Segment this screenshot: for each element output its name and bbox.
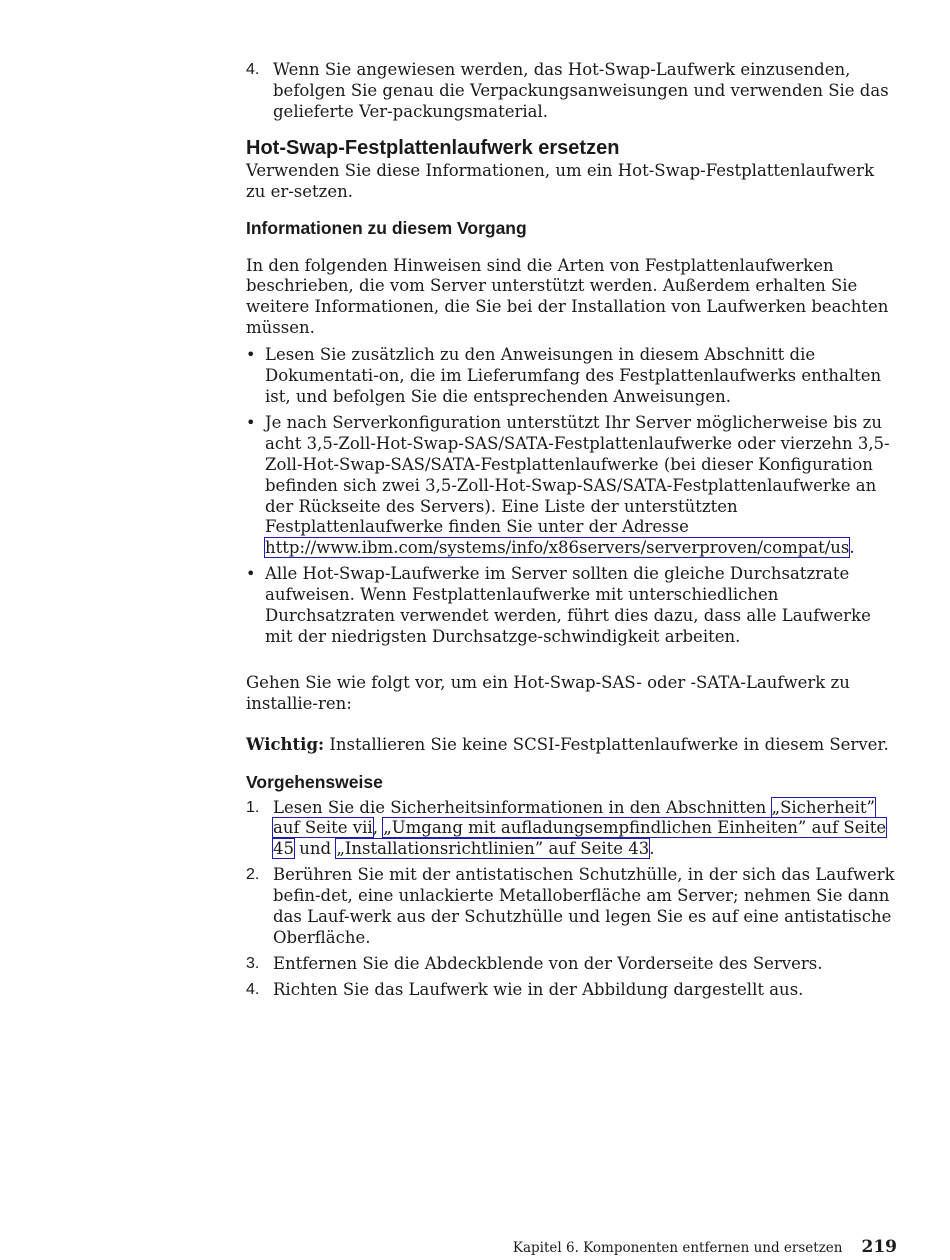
bullet-text-end: .: [849, 538, 855, 558]
step-item: [246, 798, 898, 861]
bullet-item: [246, 564, 898, 648]
step-number: 2.: [246, 866, 260, 884]
spacer: [246, 653, 898, 673]
step-number: 1.: [246, 798, 260, 816]
step-and: und: [299, 839, 332, 859]
bullet-dot: •: [246, 412, 256, 432]
bullet-text-part: Je nach Serverkonfiguration unterstützt Ihr Server möglicherweise bis zu acht 3,5-Zoll-Hot-Swap-SAS/SATA-Festplattenlaufwerke oder vierzehn 3,5-Zoll-Hot-Swap-SAS/SATA-Festplattenlaufwerke (bei dieser Konfiguration befinden sich zwei 3,5-Zoll-Hot-Swap-SAS/SATA-Festplattenlaufwerke an der Rückseite des Servers). Eine Liste der unterstützten Festplattenlaufwerke finden Sie unter der Adresse: [265, 412, 890, 537]
step-item: [246, 980, 898, 1001]
step-item: [246, 865, 898, 949]
bullet-dot: •: [246, 564, 256, 584]
step-number: 4.: [246, 980, 260, 998]
step-text-end: .: [649, 839, 655, 859]
section-title: Hot-Swap-Festplattenlaufwerk ersetzen: [246, 136, 620, 159]
safety-link[interactable]: „Sicherheit” auf Seite vii: [273, 797, 875, 838]
step-text: Richten Sie das Laufwerk wie in der Abbildung dargestellt aus.: [273, 979, 804, 999]
footer-chapter: Kapitel 6. Komponenten entfernen und ersetzen: [512, 1240, 843, 1256]
info-heading: Informationen zu diesem Vorgang: [246, 217, 527, 238]
page-number: 219: [861, 1237, 897, 1257]
bullet-text: Alle Hot-Swap-Laufwerke im Server sollten die gleiche Durchsatzrate aufweisen. Wenn Festplattenlaufwerke mit unterschiedlichen Durchsatzraten verwendet werden, führt dies dazu, dass alle Laufwerke mit der niedrigsten Durchsatzge-schwindigkeit arbeiten.: [265, 564, 871, 646]
serverproven-link[interactable]: http://www.ibm.com/systems/info/x86servers/serverproven/compat/us: [265, 538, 850, 558]
bullet-item: [246, 345, 898, 408]
step-text-part: Lesen Sie die Sicherheitsinformationen in den Abschnitten: [273, 797, 767, 817]
important-label: Wichtig:: [246, 734, 325, 754]
procedure-intro: Gehen Sie wie folgt vor, um ein Hot-Swap-SAS- oder -SATA-Laufwerk zu installie-ren:: [246, 672, 850, 713]
procedure-heading: Vorgehensweise: [246, 771, 383, 792]
step-number: 3.: [246, 954, 260, 972]
list-item-text: Wenn Sie angewiesen werden, das Hot-Swap-Laufwerk einzusenden, befolgen Sie genau die Verpackungsanweisungen und verwenden Sie das gelieferte Ver-packungsmaterial.: [273, 60, 889, 121]
document-page: [246, 60, 898, 1006]
step-text: Entfernen Sie die Abdeckblende von der Vorderseite des Servers.: [273, 953, 823, 973]
bullet-text: [265, 413, 898, 559]
bullet-item: [246, 413, 898, 559]
spacer: [246, 715, 898, 735]
step-item: [246, 954, 898, 975]
important-text: Installieren Sie keine SCSI-Festplattenlaufwerke in diesem Server.: [329, 734, 889, 754]
list-number: 4.: [246, 61, 260, 78]
step-text: [273, 798, 898, 861]
list-item: [246, 60, 898, 123]
important-note: [246, 735, 898, 756]
step-separator: ,: [372, 818, 378, 838]
info-paragraph: In den folgenden Hinweisen sind die Arten von Festplattenlaufwerken beschrieben, die vom Server unterstützt werden. Außerdem erhalten Sie weitere Informationen, die Sie bei der Installation von Laufwerken beachten müssen.: [246, 255, 889, 338]
page-footer: [513, 1237, 897, 1257]
bullet-text: Lesen Sie zusätzlich zu den Anweisungen in diesem Abschnitt die Dokumentati-on, die im Lieferumfang des Festplattenlaufwerks enthalten ist, und befolgen Sie die entsprechenden Anweisungen.: [265, 345, 882, 406]
bullet-dot: •: [246, 345, 256, 365]
installation-guidelines-link[interactable]: „Installationsrichtlinien” auf Seite 43: [336, 839, 650, 859]
static-sensitive-devices-link[interactable]: „Umgang mit aufladungsempfindlichen Einheiten” auf Seite 45: [273, 818, 887, 859]
section-intro: Verwenden Sie diese Informationen, um ein Hot-Swap-Festplattenlaufwerk zu er-setzen.: [246, 160, 875, 201]
step-text: Berühren Sie mit der antistatischen Schutzhülle, in der sich das Laufwerk befin-det, eine unlackierte Metalloberfläche am Server; nehmen Sie dann das Lauf-werk aus der Schutzhülle und legen Sie es auf eine antistatische Oberfläche.: [273, 865, 895, 947]
